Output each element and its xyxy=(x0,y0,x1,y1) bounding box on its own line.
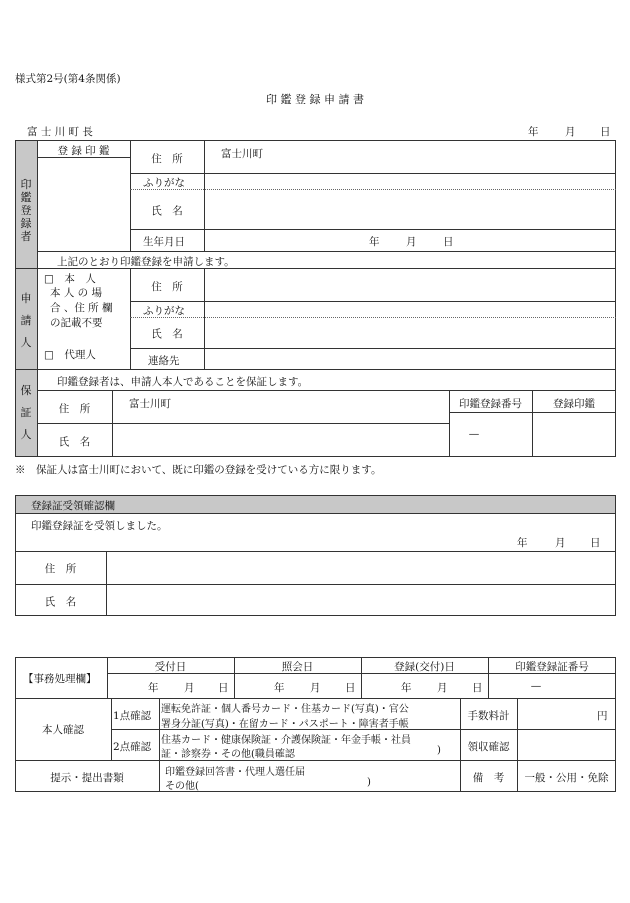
registrant-furigana-label: ふりがな xyxy=(143,177,185,189)
form-id: 様式第2号(第4条関係) xyxy=(15,73,121,85)
docs-line: 印鑑登録回答書・代理人選任届 xyxy=(165,767,305,778)
birth-day: 日 xyxy=(443,236,454,248)
fee-label: 手数料計 xyxy=(467,710,510,722)
col-inquiry-date: 照会日 xyxy=(281,661,314,673)
check1-label: 1点確認 xyxy=(113,710,152,722)
request-statement: 上記のとおり印鑑登録を申請します。 xyxy=(57,256,235,268)
reg-number-field[interactable] xyxy=(450,413,531,456)
fee-field[interactable] xyxy=(518,699,595,728)
guarantor-section-label: 保 証 人 xyxy=(20,384,32,441)
reception-day: 日 xyxy=(218,682,229,694)
birthdate-field[interactable] xyxy=(205,230,615,250)
col-registration-date: 登録(交付)日 xyxy=(394,661,455,673)
col-reception-date: 受付日 xyxy=(154,661,187,673)
header-day: 日 xyxy=(600,126,611,138)
self-note-line: 合 、住 所 欄 xyxy=(50,302,113,314)
birth-year: 年 xyxy=(369,236,380,248)
receipt-name-field[interactable] xyxy=(107,585,615,615)
receipt-statement: 印鑑登録証を受領しました。 xyxy=(31,520,168,532)
registrant-name-field[interactable] xyxy=(205,190,615,228)
birthdate-label: 生年月日 xyxy=(143,236,185,248)
check2-docs-line: 証・診察券・その他(職員確認 xyxy=(161,749,295,760)
page-title: 印 鑑 登 録 申 請 書 xyxy=(266,93,364,106)
applicant-address-label: 住 所 xyxy=(151,281,183,293)
guarantor-address-field[interactable] xyxy=(113,391,448,422)
seal-stamp-area[interactable] xyxy=(38,158,129,251)
self-note-line: 本 人 の 場 xyxy=(50,287,103,299)
applicant-address-field[interactable] xyxy=(205,269,615,300)
reg-seal-field[interactable] xyxy=(533,413,615,456)
identity-label: 本人確認 xyxy=(42,724,84,736)
header-year: 年 xyxy=(528,126,539,138)
header-month: 月 xyxy=(565,126,576,138)
applicant-name-field[interactable] xyxy=(205,318,615,347)
check2-label: 2点確認 xyxy=(113,741,152,753)
guarantor-note: ※ 保証人は富士川町において、既に印鑑の登録を受けている方に限ります。 xyxy=(15,464,382,476)
office-label: 【事務処理欄】 xyxy=(23,673,97,685)
inquiry-year: 年 xyxy=(274,682,285,694)
addressee: 富 士 川 町 長 xyxy=(27,126,93,138)
contact-label: 連絡先 xyxy=(148,355,180,367)
guarantor-address-prefix: 富士川町 xyxy=(129,398,171,410)
guarantor-name-field[interactable] xyxy=(113,424,448,456)
guarantor-statement: 印鑑登録者は、申請人本人であることを保証します。 xyxy=(57,376,309,388)
applicant-section-label: 申 請 人 xyxy=(20,292,32,349)
receipt-check-field[interactable] xyxy=(518,730,615,759)
check2-docs-line: 住基カード・健康保険証・介護保険証・年金手帳・社員 xyxy=(161,735,411,746)
contact-field[interactable] xyxy=(205,349,615,368)
card-number-dash: — xyxy=(530,680,542,692)
receipt-address-field[interactable] xyxy=(107,552,615,583)
docs-label: 提示・提出書類 xyxy=(50,772,124,784)
self-note-line: の記載不要 xyxy=(50,317,103,329)
docs-close-paren: ) xyxy=(367,777,371,788)
receipt-address-label: 住 所 xyxy=(44,563,77,575)
check2-close-paren: ) xyxy=(437,745,441,756)
reception-month: 月 xyxy=(184,682,195,694)
receipt-header: 登録証受領確認欄 xyxy=(31,500,115,512)
reg-number-dash: — xyxy=(468,428,480,440)
reg-number-label: 印鑑登録番号 xyxy=(459,398,522,410)
inquiry-month: 月 xyxy=(310,682,321,694)
fee-unit: 円 xyxy=(597,710,608,722)
registrant-section-label: 印 鑑 登 録 者 xyxy=(20,178,32,243)
col-card-number: 印鑑登録証番号 xyxy=(515,661,589,673)
check1-docs-line: 署身分証(写真)・在留カード・パスポート・障害者手帳 xyxy=(161,719,409,730)
proxy-checkbox[interactable]: □ 代理人 xyxy=(44,349,96,361)
birth-month: 月 xyxy=(406,236,417,248)
remarks-value[interactable]: 一般・公用・免除 xyxy=(524,772,609,784)
registrant-furigana-field[interactable] xyxy=(205,174,615,188)
registration-day: 日 xyxy=(472,682,483,694)
registration-year: 年 xyxy=(401,682,412,694)
receipt-check-label: 領収確認 xyxy=(467,741,510,753)
remarks-label: 備 考 xyxy=(472,772,505,784)
reception-year: 年 xyxy=(148,682,159,694)
self-checkbox[interactable]: □ 本 人 xyxy=(44,273,96,285)
registration-month: 月 xyxy=(437,682,448,694)
applicant-furigana-field[interactable] xyxy=(205,302,615,316)
guarantor-name-label: 氏 名 xyxy=(58,436,91,448)
applicant-name-label: 氏 名 xyxy=(151,328,183,340)
applicant-furigana-label: ふりがな xyxy=(143,305,185,317)
receipt-day: 日 xyxy=(590,537,601,549)
guarantor-address-label: 住 所 xyxy=(58,403,91,415)
registrant-address-label: 住 所 xyxy=(151,153,183,165)
inquiry-day: 日 xyxy=(345,682,356,694)
docs-line: その他( xyxy=(165,781,199,792)
registrant-address-field[interactable] xyxy=(205,141,615,172)
seal-header: 登 録 印 鑑 xyxy=(57,145,110,157)
registrant-address-prefix: 富士川町 xyxy=(221,148,263,160)
check1-docs-line: 運転免許証・個人番号カード・住基カード(写真)・官公 xyxy=(161,704,409,715)
receipt-month: 月 xyxy=(555,537,566,549)
receipt-year: 年 xyxy=(517,537,528,549)
registrant-name-label: 氏 名 xyxy=(151,205,183,217)
receipt-name-label: 氏 名 xyxy=(44,596,77,608)
reg-seal-label: 登録印鑑 xyxy=(553,398,595,410)
